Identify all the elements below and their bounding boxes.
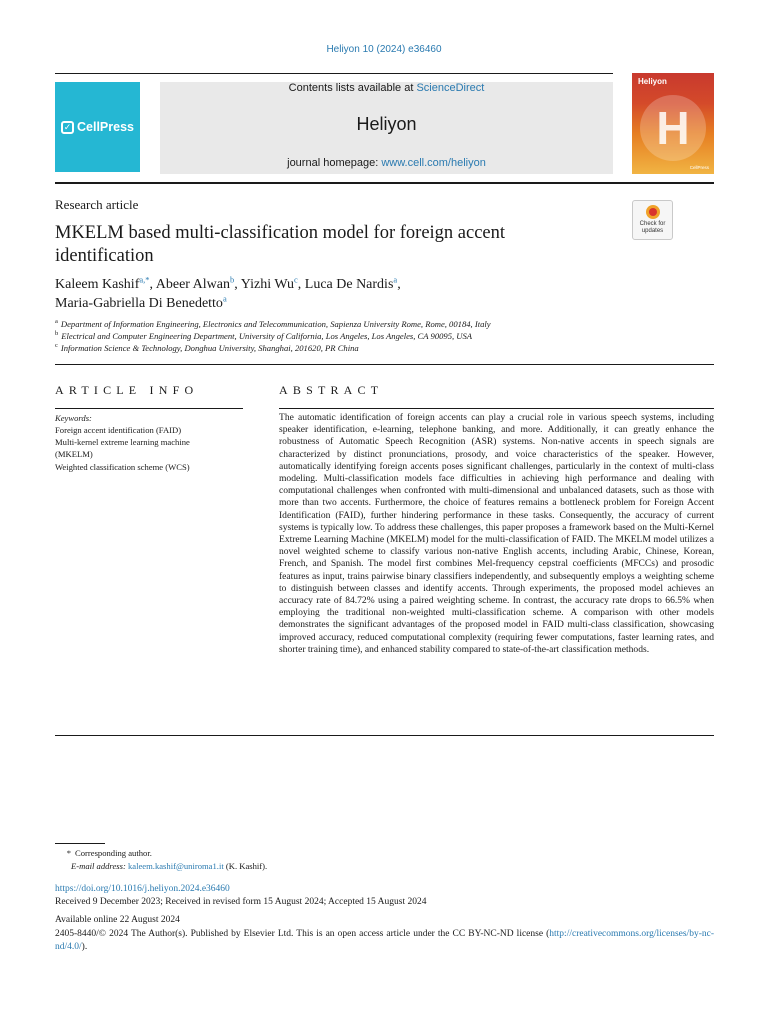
corresponding-text: Corresponding author.	[75, 848, 152, 858]
license-end: ).	[81, 941, 88, 952]
keywords-list	[55, 424, 255, 473]
author-affiliation-mark[interactable]: a,*	[139, 274, 150, 285]
license-text: 2405-8440/© 2024 The Author(s). Published by Elsevier Ltd. This is an open access article under the CC BY-NC-ND license (	[55, 929, 550, 939]
affiliation-item	[55, 330, 715, 342]
keywords-label: Keywords:	[55, 413, 92, 423]
header-top-rule	[55, 73, 613, 74]
keyword-item: Multi-kernel extreme learning machine	[55, 437, 190, 448]
homepage-link[interactable]: www.cell.com/heliyon	[381, 157, 486, 169]
affiliations	[55, 318, 715, 354]
article-type: Research article	[55, 197, 139, 212]
cover-publisher: CellPress	[689, 165, 709, 170]
author-affiliation-mark[interactable]: a	[393, 274, 398, 285]
author-affiliation-mark[interactable]: b	[230, 274, 235, 285]
affiliation-text: Electrical and Computer Engineering Department, University of California, Los Angeles, Los Angeles, CA 90095, USA	[61, 331, 473, 341]
cellpress-mark-icon: ✓	[61, 121, 74, 134]
author-separator: ,	[397, 277, 401, 292]
section-divider	[55, 364, 714, 365]
affiliation-mark: b	[55, 330, 59, 338]
author-separator: ,	[149, 277, 156, 292]
bookmark-icon	[646, 205, 660, 219]
license-link[interactable]: http://creativecommons.org/licenses/by-nc-nd/4.0/	[55, 929, 714, 952]
available-online: Available online 22 August 2024	[55, 915, 180, 925]
keyword-item: Weighted classification scheme (WCS)	[55, 461, 190, 472]
article-title: MKELM based multi-classification model for foreign accent identification	[55, 223, 506, 266]
author-name[interactable]: Luca De Nardis	[304, 277, 394, 292]
contents-prefix: Contents lists available at	[288, 82, 417, 94]
affiliation-item	[55, 342, 715, 354]
check-updates-line1: Check for	[639, 221, 666, 227]
affiliation-mark: c	[55, 342, 58, 350]
footnote	[55, 847, 715, 872]
author-separator: ,	[234, 277, 241, 292]
keyword-item: Foreign accent identification (FAID)	[55, 425, 182, 435]
check-for-updates-button[interactable]	[632, 200, 673, 240]
doi-link[interactable]: https://doi.org/10.1016/j.heliyon.2024.e36460	[55, 884, 230, 894]
footnote-rule	[55, 843, 105, 844]
homepage-prefix: journal homepage:	[287, 157, 382, 169]
affiliation-mark: a	[55, 318, 58, 326]
received-dates: Received 9 December 2023; Received in revised form 15 August 2024; Accepted 15 August 2024	[55, 897, 427, 907]
affiliation-text: Department of Information Engineering, Electronics and Telecommunication, Sapienza University Rome, Rome, 00184, Italy	[60, 319, 491, 329]
corresponding-note	[55, 847, 715, 860]
abstract-rule	[279, 408, 714, 409]
journal-cover-image[interactable]	[632, 73, 714, 174]
cover-title: Heliyon	[638, 77, 667, 86]
journal-name: Heliyon	[356, 114, 417, 134]
publisher-logo[interactable]	[55, 82, 140, 172]
affiliation-text: Information Science & Technology, Donghua University, Shanghai, 201620, PR China	[60, 343, 359, 353]
abstract-heading: ABSTRACT	[279, 383, 384, 397]
sciencedirect-link[interactable]: ScienceDirect	[416, 82, 485, 94]
article-info-rule	[55, 408, 243, 409]
article-info-heading: ARTICLE INFO	[55, 383, 199, 397]
author-affiliation-mark[interactable]: a	[222, 293, 227, 304]
header-bottom-rule	[55, 182, 714, 184]
doi	[55, 884, 230, 894]
section-divider	[55, 735, 714, 736]
publisher-logo-text: CellPress	[77, 120, 134, 134]
author-name[interactable]: Kaleem Kashif	[55, 277, 140, 292]
journal-reference-link[interactable]: Heliyon 10 (2024) e36460	[326, 44, 442, 55]
contents-line	[160, 82, 613, 94]
check-updates-line2: updates	[641, 227, 664, 234]
journal-reference	[0, 44, 768, 55]
abstract-body: The automatic identification of foreign accents can play a crucial role in various speech systems, including speaker identification, e-learning, telephone banking, and more. Additionally, it can greatly enhance the robustness of Automatic Speech Recognition (ASR) systems. Non-native accents in speech signals are characterized by distinct pronunciations, prosody, and voice characteristics of the speaker. However, automatically identifying foreign accents poses significant challenges, particularly in the context of multi-class modeling. Multi-classification models face difficulties in achieving high performance and dealing with computational challenges when confronted with multi-dimensional and unbalanced datasets, such as those with more than two accents. Furthermore, the choice of features remains a bottleneck problem for Foreign Accent Identification (FAID), further hindering performance in these tasks. Consequently, the accuracy of current systems is typically low. To address these challenges, this paper proposes a framework based on the Multi-Kernel Extreme Learning Machine (MKELM) model for the multi-classification of FAID. The MKELM model utilizes a novel weighted scheme to classify various non-native English accents, including Arabic, Chinese, Korean, French, and Spanish. The model first combines Mel-frequency cepstral coefficients (MFCCs) and prosodic features as input, trains pairwise binary classifiers independently, and subsequently employs a weighting scheme to distinguish between classes and identify accents. Through experiments, the proposed model achieves an accuracy rate of 84.72% using a paired weighting scheme. In contrast, the accuracy rate drops to 66.5% when employing the traditional non-weighted multi-classification scheme. A comparison with other models demonstrates the significant advantages of the proposed model in FAID multi-class classification, showcasing improved accuracy, reduced computational complexity (requiring fewer computations, faster learning rates, and shorter training time), and enhanced stability compared to state-of-the-art classification methods.	[279, 412, 714, 655]
author-name[interactable]: Yizhi Wu	[240, 277, 294, 292]
footnote-mark: *	[66, 848, 71, 858]
license-statement	[55, 928, 714, 953]
affiliation-item	[55, 318, 715, 330]
email-note	[55, 860, 715, 873]
author-name[interactable]: Maria-Gabriella Di Benedetto	[55, 296, 223, 311]
author-list	[55, 275, 615, 313]
email-link[interactable]: kaleem.kashif@uniroma1.it	[127, 860, 224, 871]
author-name[interactable]: Abeer Alwan	[155, 277, 231, 292]
email-suffix: (K. Kashif).	[223, 860, 268, 871]
email-label: E-mail address:	[71, 860, 126, 871]
keyword-item: (MKELM)	[55, 449, 93, 460]
cover-emblem: H	[640, 95, 706, 161]
homepage-line	[160, 157, 613, 169]
author-separator: ,	[297, 277, 305, 292]
author-affiliation-mark[interactable]: c	[293, 274, 298, 285]
